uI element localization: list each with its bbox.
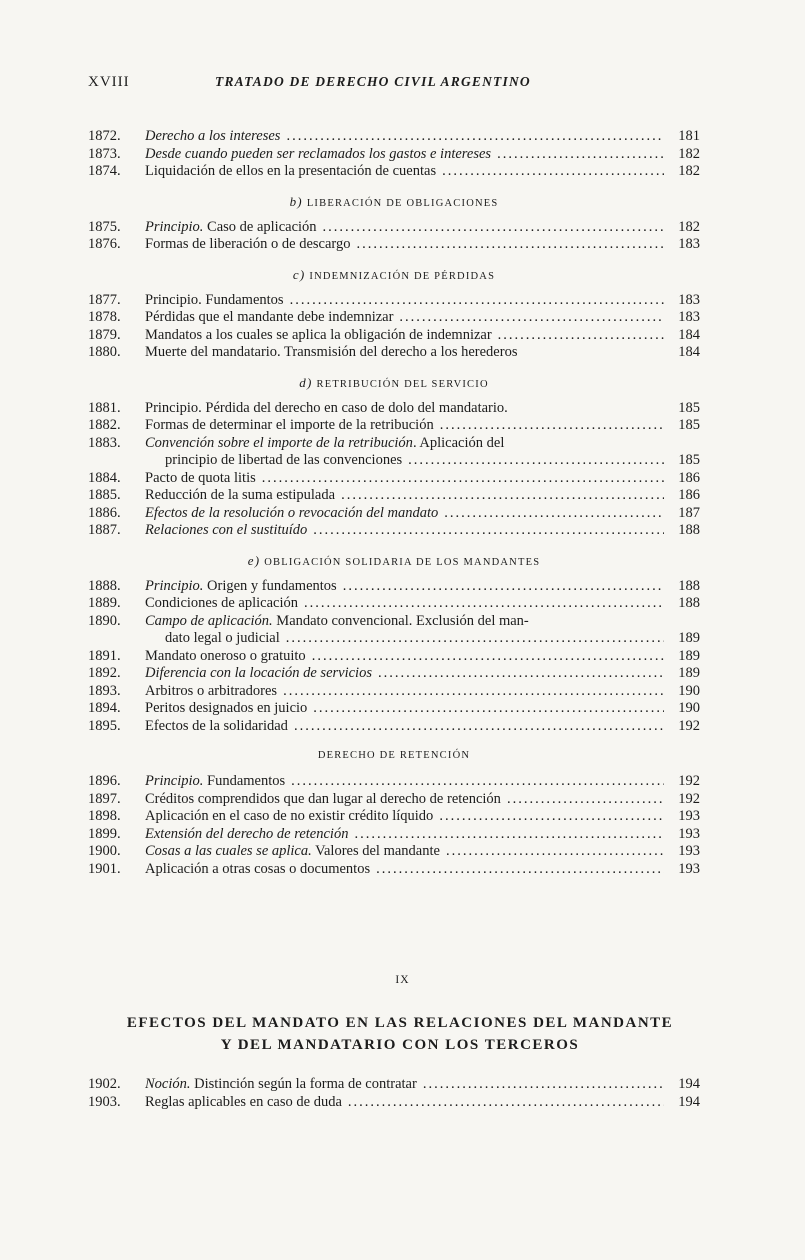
leader-dots [507,791,664,809]
entry-title: Relaciones con el sustituído [145,522,308,538]
entry-page: 185 [678,417,700,433]
section-title: INDEMNIZACIÓN DE PÉRDIDAS [309,270,496,282]
entry-title: Extensión del derecho de retención [145,825,349,842]
entry-number: 1893. [88,682,121,699]
section-title: DERECHO DE RETENCIÓN [317,750,471,761]
toc-entry [88,146,700,164]
entry-page: 188 [678,522,700,538]
section-letter: e) [247,552,261,568]
toc-section [88,372,700,540]
leader-dots [357,236,665,254]
entry-title: Reglas aplicables en caso de duda [145,1093,342,1110]
leader-dots [343,578,664,596]
leader-dots [304,595,664,613]
entry-page: 190 [678,700,700,716]
chapter-title-line: Y DEL MANDATARIO CON LOS TERCEROS [220,1037,580,1053]
leader-dots [498,327,664,345]
entry-number: 1891. [88,647,121,664]
entry-page: 182 [678,218,700,235]
chapter-contents [88,1076,700,1111]
section-heading [88,264,700,286]
entry-title: Noción. Distinción según la forma de contratar [145,1076,417,1092]
entry-page: 183 [678,236,700,252]
entry-number: 1902. [88,1076,121,1092]
entry-number: 1876. [88,236,121,252]
toc-entry [88,826,700,844]
toc-entry [88,505,700,523]
toc-entry [88,808,700,826]
entry-title: Liquidación de ellos en la presentación de cuentas [145,163,437,179]
entry-page: 192 [678,773,700,789]
entry-page: 193 [678,860,700,877]
toc-entry [88,843,700,861]
entry-page: 182 [678,163,700,179]
toc-entry [88,435,700,453]
toc-entry [88,665,700,683]
leader-dots [497,146,664,164]
leader-dots [423,1076,664,1094]
entry-number: 1873. [88,145,121,162]
entry-page: 183 [678,309,700,325]
toc-entry [88,718,700,736]
toc-entry [88,400,700,418]
toc-entry [88,773,700,791]
leader-dots [286,630,664,648]
entry-page: 187 [678,504,700,521]
leader-dots [290,292,664,310]
section-heading [88,191,700,213]
entry-number: 1896. [88,773,121,789]
page-number: XVIII [88,74,130,90]
leader-dots [446,843,664,861]
toc-entry [88,683,700,701]
entry-title: Aplicación en el caso de no existir crédito líquido [145,808,434,824]
entry-number: 1900. [88,843,121,859]
entry-title: Reducción de la suma estipulada [145,487,336,503]
entry-number: 1889. [88,595,121,611]
entry-title: dato legal o judicial [165,630,280,646]
entry-page: 184 [678,326,700,343]
leader-dots [444,505,664,523]
entry-number: 1903. [88,1093,121,1110]
entry-title: Muerte del mandatario. Transmisión del derecho a los herederos [145,344,518,360]
entry-title: Desde cuando pueden ser reclamados los gastos e intereses [145,145,492,162]
entry-page: 193 [678,808,700,824]
toc-entry [88,327,700,345]
toc-entry [88,791,700,809]
entry-page: 190 [678,682,700,699]
chapter-title [80,1012,720,1056]
entry-page: 189 [678,647,700,664]
entry-page: 183 [678,291,700,308]
toc-entry [88,1094,700,1112]
leader-dots [354,826,664,844]
entry-number: 1898. [88,808,121,824]
toc-entry [88,522,700,540]
entry-page: 193 [678,825,700,842]
entry-page: 189 [678,665,700,681]
toc-section [88,191,700,254]
entry-number: 1872. [88,128,121,144]
toc-entry [88,487,700,505]
section-title: OBLIGACIÓN SOLIDARIA DE LOS MANDANTES [264,556,541,568]
section-title: RETRIBUCIÓN DEL SERVICIO [316,378,489,390]
toc-entry [88,219,700,237]
entry-page: 185 [678,452,700,468]
entry-page: 188 [678,595,700,611]
section-heading [88,745,700,767]
entry-title: Principio. Pérdida del derecho en caso de dolo del mandatario. [145,399,508,416]
leader-dots [291,773,664,791]
leader-dots [439,808,664,826]
entry-title: Convención sobre el importe de la retribución. Aplicación del [145,434,505,451]
entry-page: 189 [678,630,700,646]
toc-entry [88,613,700,631]
toc-entry [88,595,700,613]
toc-entry [88,648,700,666]
toc-entry [88,578,700,596]
entry-page: 184 [678,344,700,360]
entry-title: Créditos comprendidos que dan lugar al derecho de retención [145,790,501,807]
leader-dots [378,665,664,683]
toc-entry [88,630,700,648]
toc-entry [88,236,700,254]
entry-number: 1890. [88,612,121,629]
entry-number: 1885. [88,487,121,503]
entry-title: Pérdidas que el mandante debe indemnizar [145,309,394,325]
toc-entry [88,163,700,181]
leader-dots [442,163,664,181]
entry-number: 1875. [88,218,121,235]
entry-title: Principio. Caso de aplicación [145,218,317,235]
leader-dots [312,648,664,666]
entry-title: Diferencia con la locación de servicios [145,665,372,681]
entry-number: 1883. [88,434,121,451]
entry-number: 1884. [88,469,121,486]
entry-number: 1888. [88,577,121,594]
leader-dots [323,219,664,237]
entry-number: 1897. [88,790,121,807]
entry-title: Derecho a los intereses [145,128,281,144]
toc-entry [88,417,700,435]
entry-number: 1895. [88,717,121,734]
entry-title: Campo de aplicación. Mandato convencional. Exclusión del man- [145,612,529,629]
section-title: LIBERACIÓN DE OBLIGACIONES [306,197,499,209]
running-title: TRATADO DE DERECHO CIVIL ARGENTINO [215,74,531,89]
leader-dots [376,861,664,879]
toc-entry [88,470,700,488]
entry-page: 188 [678,577,700,594]
page-header [88,74,708,98]
entry-title: principio de libertad de las convenciones [165,452,403,468]
entry-title: Aplicación a otras cosas o documentos [145,860,371,877]
entry-page: 192 [678,717,700,734]
leader-dots [348,1094,664,1112]
leader-dots [408,452,664,470]
entry-title: Mandato oneroso o gratuito [145,647,306,664]
entry-page: 192 [678,790,700,807]
chapter-title-line: EFECTOS DEL MANDATO EN LAS RELACIONES DEL MANDANTE [126,1015,674,1031]
entry-number: 1886. [88,504,121,521]
section-letter: b) [289,193,303,209]
entry-page: 186 [678,487,700,503]
entry-number: 1878. [88,309,121,325]
entry-number: 1880. [88,344,121,360]
toc-entry [88,1076,700,1094]
toc-entry [88,309,700,327]
entry-title: Condiciones de aplicación [145,595,299,611]
section-heading [88,372,700,394]
leader-dots [440,417,664,435]
entry-page: 194 [678,1076,700,1092]
toc-section [88,550,700,736]
entry-page: 193 [678,843,700,859]
entry-page: 194 [678,1093,700,1110]
entry-number: 1882. [88,417,121,433]
toc-entry [88,344,700,362]
entry-number: 1881. [88,399,121,416]
leader-dots [286,128,664,146]
section-heading [88,550,700,572]
toc-entry [88,861,700,879]
section-letter: c) [292,266,306,282]
entry-title: Principio. Fundamentos [145,773,286,789]
entry-title: Formas de determinar el importe de la retribución [145,417,434,433]
entry-title: Arbitros o arbitradores [145,682,278,699]
entry-page: 186 [678,469,700,486]
entry-title: Principio. Fundamentos [145,291,284,308]
entry-number: 1901. [88,860,121,877]
entry-title: Mandatos a los cuales se aplica la obligación de indemnizar [145,326,492,343]
entry-number: 1879. [88,326,121,343]
leader-dots [313,700,664,718]
entry-number: 1894. [88,700,121,716]
leader-dots [399,309,664,327]
table-of-contents [88,128,700,878]
entry-title: Efectos de la resolución o revocación del mandato [145,504,439,521]
toc-entry [88,292,700,310]
leader-dots [283,683,664,701]
leader-dots [294,718,664,736]
leader-dots [313,522,664,540]
toc-section [88,745,700,878]
entry-title: Formas de liberación o de descargo [145,236,351,252]
entry-number: 1899. [88,825,121,842]
section-letter: d) [299,374,313,390]
entry-title: Cosas a las cuales se aplica. Valores del mandante [145,843,440,859]
toc-entry [88,700,700,718]
entry-number: 1887. [88,522,121,538]
entry-title: Principio. Origen y fundamentos [145,577,337,594]
entry-title: Efectos de la solidaridad [145,717,288,734]
toc-section [88,264,700,362]
entry-number: 1877. [88,291,121,308]
chapter-number: IX [395,974,410,986]
leader-dots [262,470,664,488]
entry-page: 185 [678,399,700,416]
toc-entry [88,128,700,146]
entry-number: 1874. [88,163,121,179]
entry-title: Pacto de quota litis [145,469,256,486]
entry-title: Peritos designados en juicio [145,700,308,716]
entry-number: 1892. [88,665,121,681]
entry-page: 181 [678,128,700,144]
entry-page: 182 [678,145,700,162]
leader-dots [341,487,664,505]
toc-entry [88,452,700,470]
